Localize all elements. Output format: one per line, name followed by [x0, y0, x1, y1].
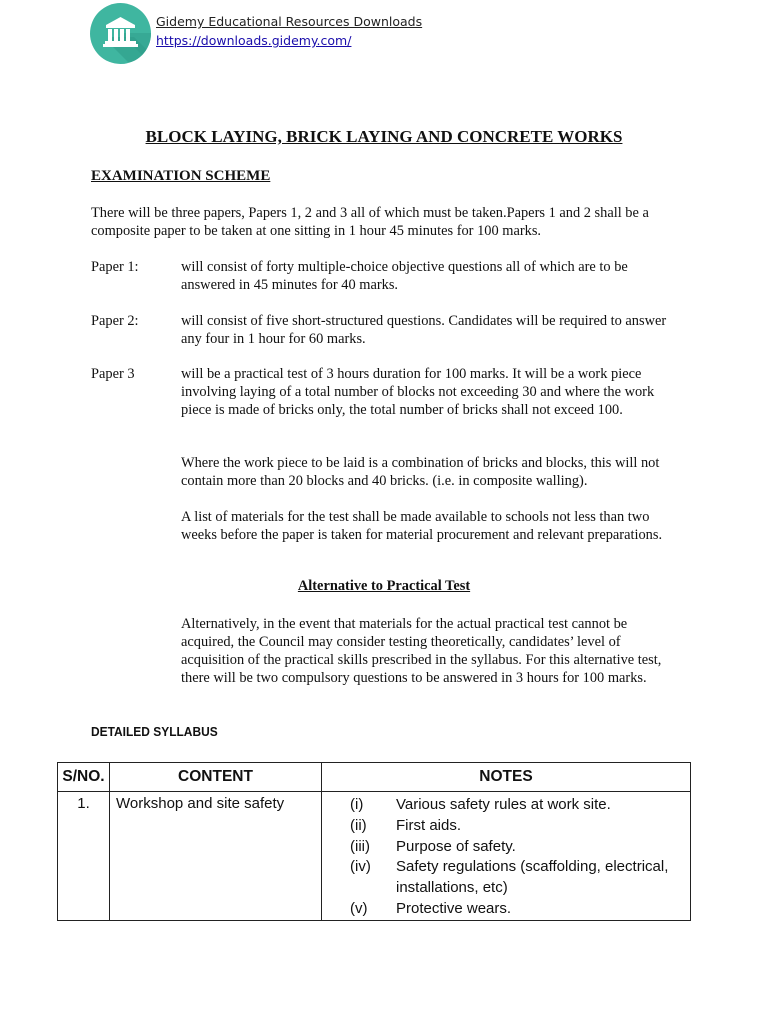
- note-text: Purpose of safety.: [396, 837, 516, 855]
- alternative-practical-paragraph: Alternatively, in the event that materials for the actual practical test cannot be acquired, the Council may consider testing theoretically, candidates’ level of acquisition of the practical skills prescribed in the syllabus. For this alternative test, there will be two compulsory questions to be answered in 3 hours for 100 marks.: [181, 616, 662, 686]
- note-number: (v): [350, 899, 368, 917]
- exam-scheme-heading: EXAMINATION SCHEME: [91, 168, 271, 184]
- note-number: (iii): [350, 837, 370, 855]
- notes-column-header: NOTES: [322, 763, 691, 792]
- note-number: (iv): [350, 858, 371, 876]
- paper-1-label: Paper 1:: [91, 259, 139, 275]
- site-name-link[interactable]: Gidemy Educational Resources Downloads: [156, 14, 423, 29]
- paper-2-text: will consist of five short-structured questions. Candidates will be required to answer any four in 1 hour for 60 marks.: [181, 313, 667, 347]
- paper-2-label: Paper 2:: [91, 313, 139, 329]
- note-item: [322, 857, 686, 899]
- sno-column-header: S/NO.: [58, 763, 110, 792]
- site-logo: [90, 3, 151, 64]
- table-row: [58, 792, 691, 921]
- note-text: First aids.: [396, 816, 462, 834]
- syllabus-table: [57, 762, 691, 921]
- note-item: [322, 795, 686, 816]
- paper-1-text: will consist of forty multiple-choice objective questions all of which are to be answered in 45 minutes for 40 marks.: [181, 259, 628, 293]
- note-item: [322, 899, 686, 920]
- table-header-row: [58, 763, 691, 792]
- note-number: (i): [350, 796, 364, 813]
- bank-building-icon: [90, 3, 151, 64]
- row-content: Workshop and site safety: [110, 792, 322, 921]
- paper-3-text: will be a practical test of 3 hours duration for 100 marks. It will be a work piece involving laying of a total number of blocks not exceeding 30 and where the work piece is made of bricks only, the total number of bricks shall not exceed 100.: [181, 366, 655, 418]
- note-text: Various safety rules at work site.: [396, 796, 611, 813]
- note-text: Protective wears.: [396, 899, 512, 917]
- note-item: [322, 837, 686, 858]
- note-item: [322, 816, 686, 837]
- note-number: (ii): [350, 816, 367, 834]
- row-sno: 1.: [58, 792, 110, 921]
- content-column-header: CONTENT: [110, 763, 322, 792]
- materials-list-paragraph: A list of materials for the test shall be made available to schools not less than two weeks before the paper is taken for material procurement and relevant preparations.: [181, 509, 663, 543]
- alternative-practical-heading: Alternative to Practical Test: [297, 578, 471, 594]
- site-url-link[interactable]: https://downloads.gidemy.com/: [156, 33, 352, 48]
- row-notes: [322, 792, 691, 921]
- intro-paragraph: There will be three papers, Papers 1, 2 and 3 all of which must be taken.Papers 1 and 2 shall be a composite paper to be taken at one sitting in 1 hour 45 minutes for 100 marks.: [91, 205, 649, 239]
- detailed-syllabus-heading: DETAILED SYLLABUS: [91, 724, 218, 739]
- document-title: BLOCK LAYING, BRICK LAYING AND CONCRETE WORKS: [145, 127, 623, 146]
- composite-walling-paragraph: Where the work piece to be laid is a combination of bricks and blocks, this will not contain more than 20 blocks and 40 bricks. (i.e. in composite walling).: [181, 455, 660, 489]
- paper-3-label: Paper 3: [91, 366, 135, 382]
- note-text: Safety regulations (scaffolding, electrical, installations, etc): [396, 858, 669, 897]
